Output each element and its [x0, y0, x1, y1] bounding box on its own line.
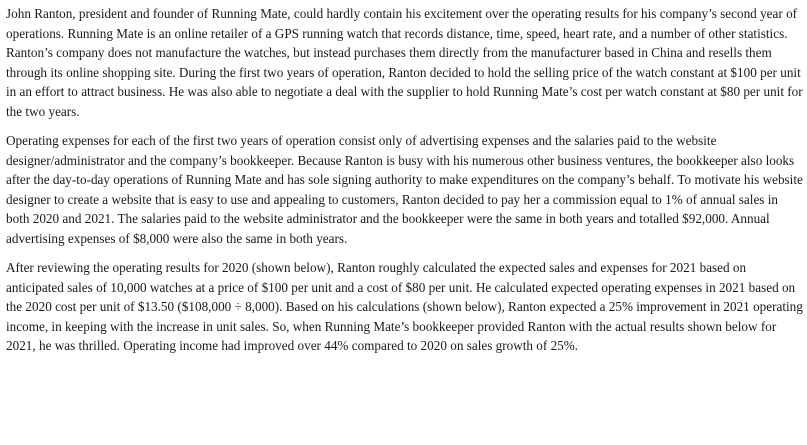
document-body: [6, 4, 803, 366]
paragraph-intro: John Ranton, president and founder of Running Mate, could hardly contain his excitement over the operating results for his company’s second year of operations. Running Mate is an online retailer of a GPS running watch that records distance, time, speed, heart rate, and a number of other statistics. Ranton’s company does not manufacture the watches, but instead purchases them directly from the manufacturer based in China and resells them through its online shopping site. During the first two years of operation, Ranton decided to hold the selling price of the watch constant at $100 per unit in an effort to attract business. He was also able to negotiate a deal with the supplier to hold Running Mate’s cost per watch constant at $80 per unit for the two years.: [6, 6, 803, 119]
paragraph-expected-results: After reviewing the operating results for 2020 (shown below), Ranton roughly calculated the expected sales and expenses for 2021 based on anticipated sales of 10,000 watches at a price of $100 per unit and a cost of $80 per unit. He calculated expected operating expenses in 2021 based on the 2020 cost per unit of $13.50 ($108,000 ÷ 8,000). Based on his calculations (shown below), Ranton expected a 25% improvement in 2021 operating income, in keeping with the increase in unit sales. So, when Running Mate’s bookkeeper provided Ranton with the actual results shown below for 2021, he was thrilled. Operating income had improved over 44% compared to 2020 on sales growth of 25%.: [6, 260, 803, 353]
paragraph-operating-expenses: Operating expenses for each of the first two years of operation consist only of advertising expenses and the salaries paid to the website designer/administrator and the company’s bookkeeper. Because Ranton is busy with his numerous other business ventures, the bookkeeper also looks after the day-to-day operations of Running Mate and has sole signing authority to make expenditures on the company’s behalf. To motivate his website designer to create a website that is easy to use and appealing to customers, Ranton decided to pay her a commission equal to 1% of annual sales in both 2020 and 2021. The salaries paid to the website administrator and the bookkeeper were the same in both years and totalled $92,000. Annual advertising expenses of $8,000 were also the same in both years.: [6, 133, 803, 246]
